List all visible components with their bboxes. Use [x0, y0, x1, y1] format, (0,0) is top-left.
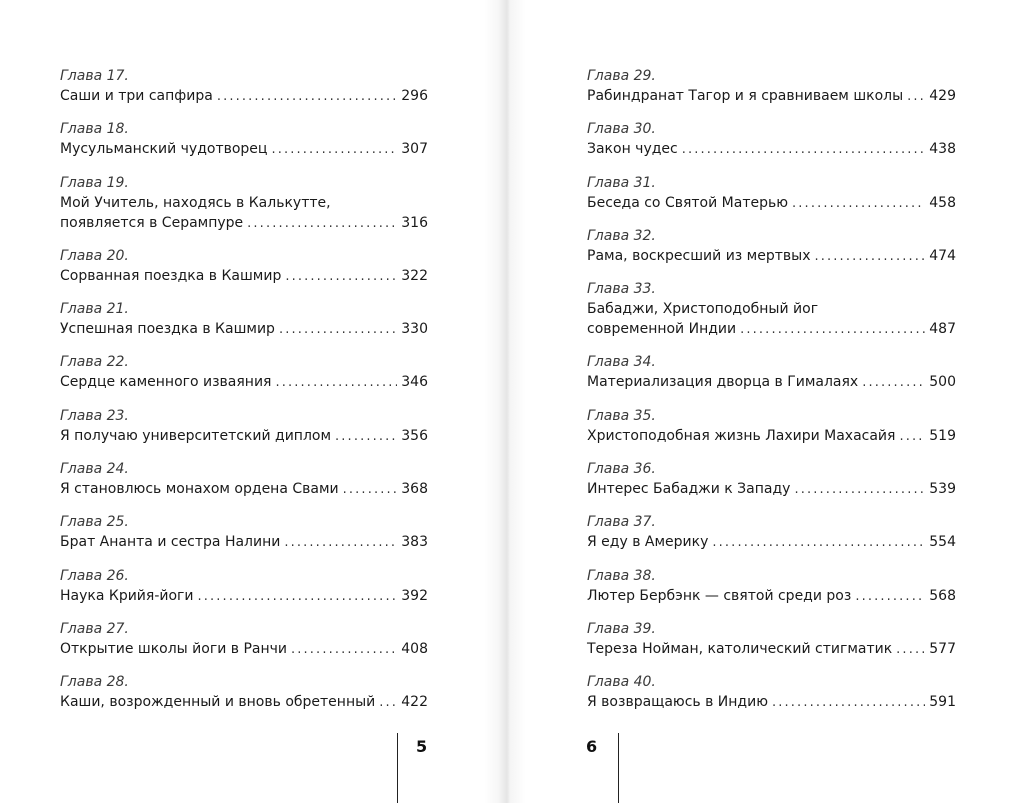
dot-leader	[275, 373, 397, 393]
chapter-page-number: 408	[401, 640, 428, 657]
chapter-label: Глава 40.	[587, 674, 656, 691]
chapter-label: Глава 28.	[60, 674, 129, 691]
toc-entry	[60, 406, 428, 446]
chapter-page-number: 539	[929, 481, 956, 498]
toc-entry	[587, 566, 956, 606]
book-gutter	[484, 0, 526, 803]
dot-leader	[740, 320, 925, 340]
chapter-page-number: 330	[401, 321, 428, 338]
chapter-title: Сердце каменного изваяния	[60, 374, 272, 391]
chapter-title: Рама, воскресший из мертвых	[587, 247, 811, 264]
toc-entry	[587, 672, 956, 712]
chapter-title-line: Мой Учитель, находясь в Калькутте,	[60, 194, 331, 211]
entry-spacer	[587, 552, 956, 565]
chapter-page-number: 422	[401, 694, 428, 711]
chapter-title-row	[60, 586, 428, 606]
chapter-title: Христоподобная жизнь Лахири Махасайя	[587, 427, 896, 444]
entry-spacer	[587, 339, 956, 352]
chapter-label: Глава 18.	[60, 121, 129, 138]
chapter-title: Успешная поездка в Кашмир	[60, 321, 275, 338]
entry-spacer	[60, 159, 428, 172]
dot-leader	[379, 693, 397, 713]
chapter-title-line: Бабаджи, Христоподобный йог	[587, 301, 819, 318]
chapter-title: современной Индии	[587, 321, 737, 338]
chapter-page-number: 500	[929, 374, 956, 391]
chapter-label: Глава 24.	[60, 461, 129, 478]
chapter-title: Я еду в Америку	[587, 534, 709, 551]
chapter-page-number: 487	[929, 321, 956, 338]
entry-spacer	[60, 499, 428, 512]
dot-leader	[198, 587, 398, 607]
chapter-page-number: 383	[401, 534, 428, 551]
dot-leader	[284, 533, 397, 553]
toc-entry	[587, 459, 956, 499]
toc-entry	[587, 173, 956, 213]
chapter-title-row	[587, 139, 956, 159]
chapter-label: Глава 38.	[587, 567, 656, 584]
chapter-label: Глава 25.	[60, 514, 129, 531]
chapter-title: Мусульманский чудотворец	[60, 141, 268, 158]
chapter-title: Я становлюсь монахом ордена Свами	[60, 481, 339, 498]
chapter-title: Я получаю университетский диплом	[60, 427, 332, 444]
chapter-label: Глава 39.	[587, 620, 656, 637]
chapter-page-number: 368	[401, 481, 428, 498]
chapter-title-row	[587, 426, 956, 446]
chapter-page-number: 438	[929, 141, 956, 158]
toc-entry	[60, 66, 428, 106]
chapter-title: появляется в Серампуре	[60, 214, 244, 231]
chapter-label: Глава 21.	[60, 301, 129, 318]
toc-entry	[587, 279, 956, 339]
dot-leader	[792, 194, 925, 214]
chapter-page-number: 554	[929, 534, 956, 551]
toc-entry	[60, 246, 428, 286]
dot-leader	[855, 587, 925, 607]
chapter-label: Глава 33.	[587, 281, 656, 298]
folio-rule-right	[618, 733, 619, 803]
chapter-title: Рабиндранат Тагор и я сравниваем школы	[587, 88, 904, 104]
toc-entry	[60, 672, 428, 712]
chapter-title-row	[60, 139, 428, 159]
chapter-page-number: 591	[929, 694, 956, 711]
toc-entry	[60, 566, 428, 606]
entry-spacer	[60, 106, 428, 119]
dot-leader	[907, 87, 925, 107]
chapter-label: Глава 30.	[587, 121, 656, 138]
chapter-label: Глава 31.	[587, 174, 656, 191]
dot-leader	[343, 480, 398, 500]
chapter-title-row	[587, 319, 956, 339]
chapter-title: Открытие школы йоги в Ранчи	[60, 640, 287, 657]
chapter-label: Глава 17.	[60, 68, 129, 84]
entry-spacer	[60, 339, 428, 352]
entry-spacer	[60, 446, 428, 459]
chapter-title: Тереза Нойман, католический стигматик	[587, 640, 893, 657]
chapter-page-number: 577	[929, 640, 956, 657]
chapter-title-row	[60, 639, 428, 659]
dot-leader	[247, 214, 397, 234]
entry-spacer	[587, 213, 956, 226]
chapter-title: Саши и три сапфира	[60, 88, 213, 104]
chapter-title-row	[587, 193, 956, 213]
toc-page-right	[587, 66, 956, 712]
dot-leader	[815, 247, 926, 267]
entry-spacer	[60, 552, 428, 565]
chapter-page-number: 346	[401, 374, 428, 391]
chapter-title: Сорванная поездка в Кашмир	[60, 267, 282, 284]
chapter-page-number: 356	[401, 427, 428, 444]
entry-spacer	[60, 233, 428, 246]
dot-leader	[285, 267, 397, 287]
chapter-page-number: 392	[401, 587, 428, 604]
chapter-page-number: 296	[401, 88, 428, 104]
chapter-label: Глава 32.	[587, 227, 656, 244]
chapter-page-number: 519	[929, 427, 956, 444]
dot-leader	[279, 320, 397, 340]
chapter-title-row	[60, 213, 428, 233]
toc-entry	[587, 352, 956, 392]
chapter-label: Глава 35.	[587, 407, 656, 424]
chapter-label: Глава 37.	[587, 514, 656, 531]
chapter-title: Каши, возрожденный и вновь обретенный	[60, 694, 376, 711]
chapter-title-row	[587, 372, 956, 392]
toc-entry	[587, 406, 956, 446]
page-number-right: 6	[586, 737, 598, 756]
page-number-left: 5	[416, 737, 428, 756]
chapter-title: Материализация дворца в Гималаях	[587, 374, 859, 391]
entry-spacer	[587, 266, 956, 279]
toc-entry	[587, 512, 956, 552]
toc-entry	[587, 119, 956, 159]
toc-entry	[60, 119, 428, 159]
chapter-title: Интерес Бабаджи к Западу	[587, 481, 791, 498]
dot-leader	[217, 87, 397, 107]
chapter-label: Глава 26.	[60, 567, 129, 584]
entry-spacer	[60, 606, 428, 619]
chapter-title-row	[587, 639, 956, 659]
chapter-title-row	[60, 532, 428, 552]
chapter-label: Глава 34.	[587, 354, 656, 371]
entry-spacer	[60, 392, 428, 405]
toc-entry	[587, 619, 956, 659]
entry-spacer	[587, 606, 956, 619]
dot-leader	[772, 693, 925, 713]
chapter-title: Беседа со Святой Матерью	[587, 194, 789, 211]
chapter-title: Я возвращаюсь в Индию	[587, 694, 768, 711]
chapter-label: Глава 20.	[60, 247, 129, 264]
dot-leader	[682, 140, 926, 160]
chapter-label: Глава 22.	[60, 354, 129, 371]
chapter-title-row	[587, 586, 956, 606]
toc-entry	[60, 619, 428, 659]
chapter-title-row	[60, 372, 428, 392]
toc-entry	[60, 173, 428, 233]
entry-spacer	[587, 499, 956, 512]
chapter-title-row	[587, 246, 956, 266]
chapter-title: Лютер Бербэнк — святой среди роз	[587, 587, 852, 604]
chapter-page-number: 458	[929, 194, 956, 211]
chapter-title-row	[60, 426, 428, 446]
chapter-title-row	[60, 479, 428, 499]
entry-spacer	[60, 286, 428, 299]
chapter-title-row	[60, 692, 428, 712]
chapter-title-row	[587, 479, 956, 499]
chapter-title-row	[587, 692, 956, 712]
entry-spacer	[587, 392, 956, 405]
chapter-page-number: 316	[401, 214, 428, 231]
toc-page-left	[60, 66, 428, 712]
chapter-label: Глава 27.	[60, 620, 129, 637]
dot-leader	[712, 533, 925, 553]
dot-leader	[896, 640, 925, 660]
dot-leader	[862, 373, 925, 393]
entry-spacer	[587, 159, 956, 172]
chapter-title: Наука Крийя-йоги	[60, 587, 194, 604]
chapter-page-number: 429	[929, 88, 956, 104]
dot-leader	[291, 640, 397, 660]
dot-leader	[899, 427, 925, 447]
toc-entry	[587, 66, 956, 106]
chapter-title-row	[60, 266, 428, 286]
entry-spacer	[587, 659, 956, 672]
entry-spacer	[60, 659, 428, 672]
dot-leader	[271, 140, 397, 160]
toc-entry	[587, 226, 956, 266]
chapter-title-row	[60, 86, 428, 106]
toc-entry	[60, 299, 428, 339]
chapter-title-row	[587, 86, 956, 106]
chapter-label: Глава 29.	[587, 68, 656, 84]
dot-leader	[335, 427, 397, 447]
chapter-title: Закон чудес	[587, 141, 678, 158]
chapter-page-number: 568	[929, 587, 956, 604]
chapter-title: Брат Ананта и сестра Налини	[60, 534, 281, 551]
entry-spacer	[587, 106, 956, 119]
chapter-page-number: 474	[929, 247, 956, 264]
toc-entry	[60, 459, 428, 499]
toc-entry	[60, 512, 428, 552]
folio-rule-left	[397, 733, 398, 803]
chapter-label: Глава 23.	[60, 407, 129, 424]
chapter-title-row	[587, 532, 956, 552]
chapter-label: Глава 36.	[587, 461, 656, 478]
entry-spacer	[587, 446, 956, 459]
toc-entry	[60, 352, 428, 392]
chapter-label: Глава 19.	[60, 174, 129, 191]
chapter-title-row	[60, 319, 428, 339]
chapter-page-number: 307	[401, 141, 428, 158]
dot-leader	[794, 480, 925, 500]
chapter-page-number: 322	[401, 267, 428, 284]
